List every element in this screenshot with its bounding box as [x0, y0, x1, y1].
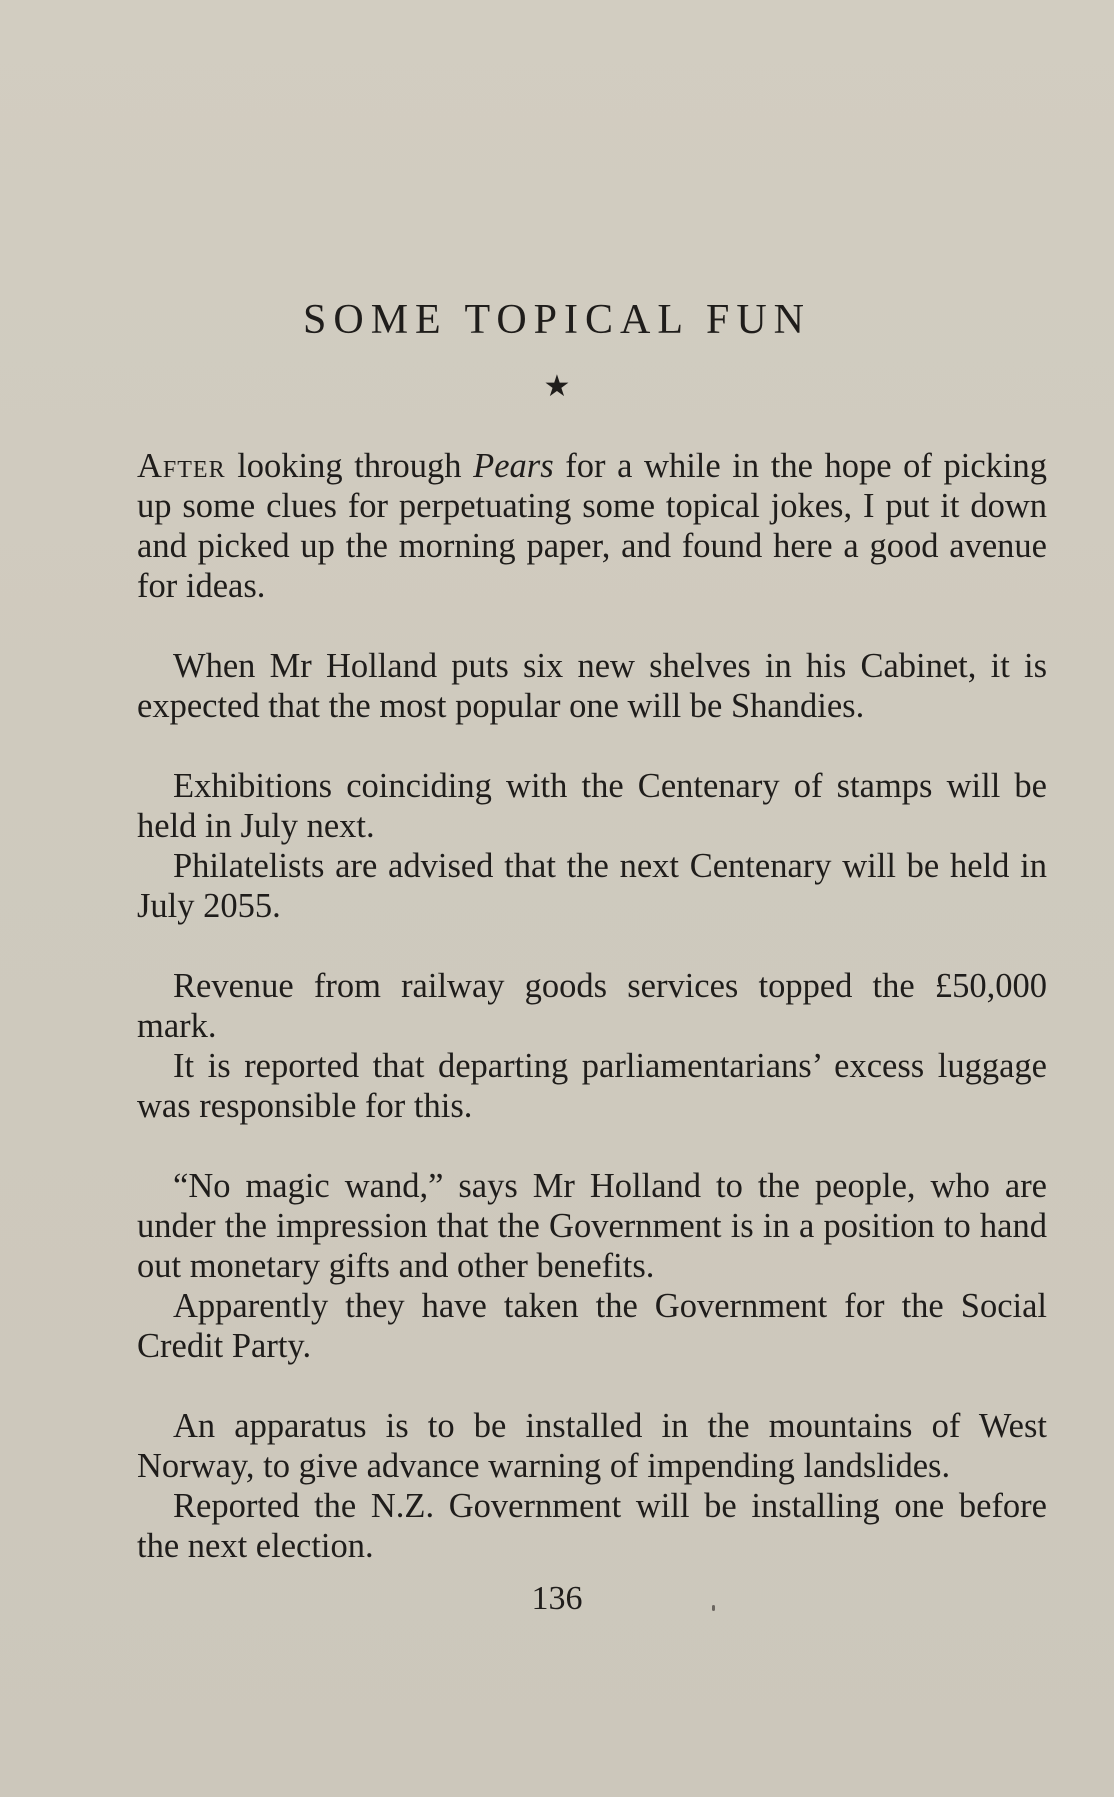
paragraph-magic-wand: “No magic wand,” says Mr Holland to the people, who are under the impression that the Government is in a position to hand out monetary gifts and other benefits. — [137, 1167, 1047, 1285]
page-body — [137, 446, 1047, 1566]
paragraph-election: Reported the N.Z. Government will be installing one before the next election. — [137, 1487, 1047, 1565]
opening-text-a: looking through — [225, 447, 474, 485]
paragraph-revenue: Revenue from railway goods services topped the £50,000 mark. — [137, 967, 1047, 1045]
paragraph-luggage: It is reported that departing parliamentarians’ excess luggage was responsible for this. — [137, 1047, 1047, 1125]
opening-text-b: for a while in the hope of picking up some clues for perpetuating some topical jokes, I put it down and picked up the morning paper, and found here a good avenue for ideas. — [137, 447, 1047, 605]
paragraph-exhibitions: Exhibitions coinciding with the Centenary of stamps will be held in July next. — [137, 767, 1047, 845]
paragraph-apparatus: An apparatus is to be installed in the mountains of West Norway, to give advance warning of impending landslides. — [137, 1407, 1047, 1485]
paper-speck — [712, 1605, 715, 1611]
chapter-title: SOME TOPICAL FUN — [303, 297, 811, 343]
paragraph-cabinet: When Mr Holland puts six new shelves in his Cabinet, it is expected that the most popular one will be Shandies. — [137, 647, 1047, 725]
paragraph-philatelists: Philatelists are advised that the next Centenary will be held in July 2055. — [137, 847, 1047, 925]
opening-paragraph — [137, 446, 1047, 606]
star-ornament-icon: ★ — [543, 370, 571, 403]
paragraph-social-credit: Apparently they have taken the Government for the Social Credit Party. — [137, 1287, 1047, 1365]
page-number: 136 — [531, 1580, 583, 1617]
smallcaps-lead: After — [137, 447, 226, 485]
italic-title: Pears — [473, 447, 554, 485]
